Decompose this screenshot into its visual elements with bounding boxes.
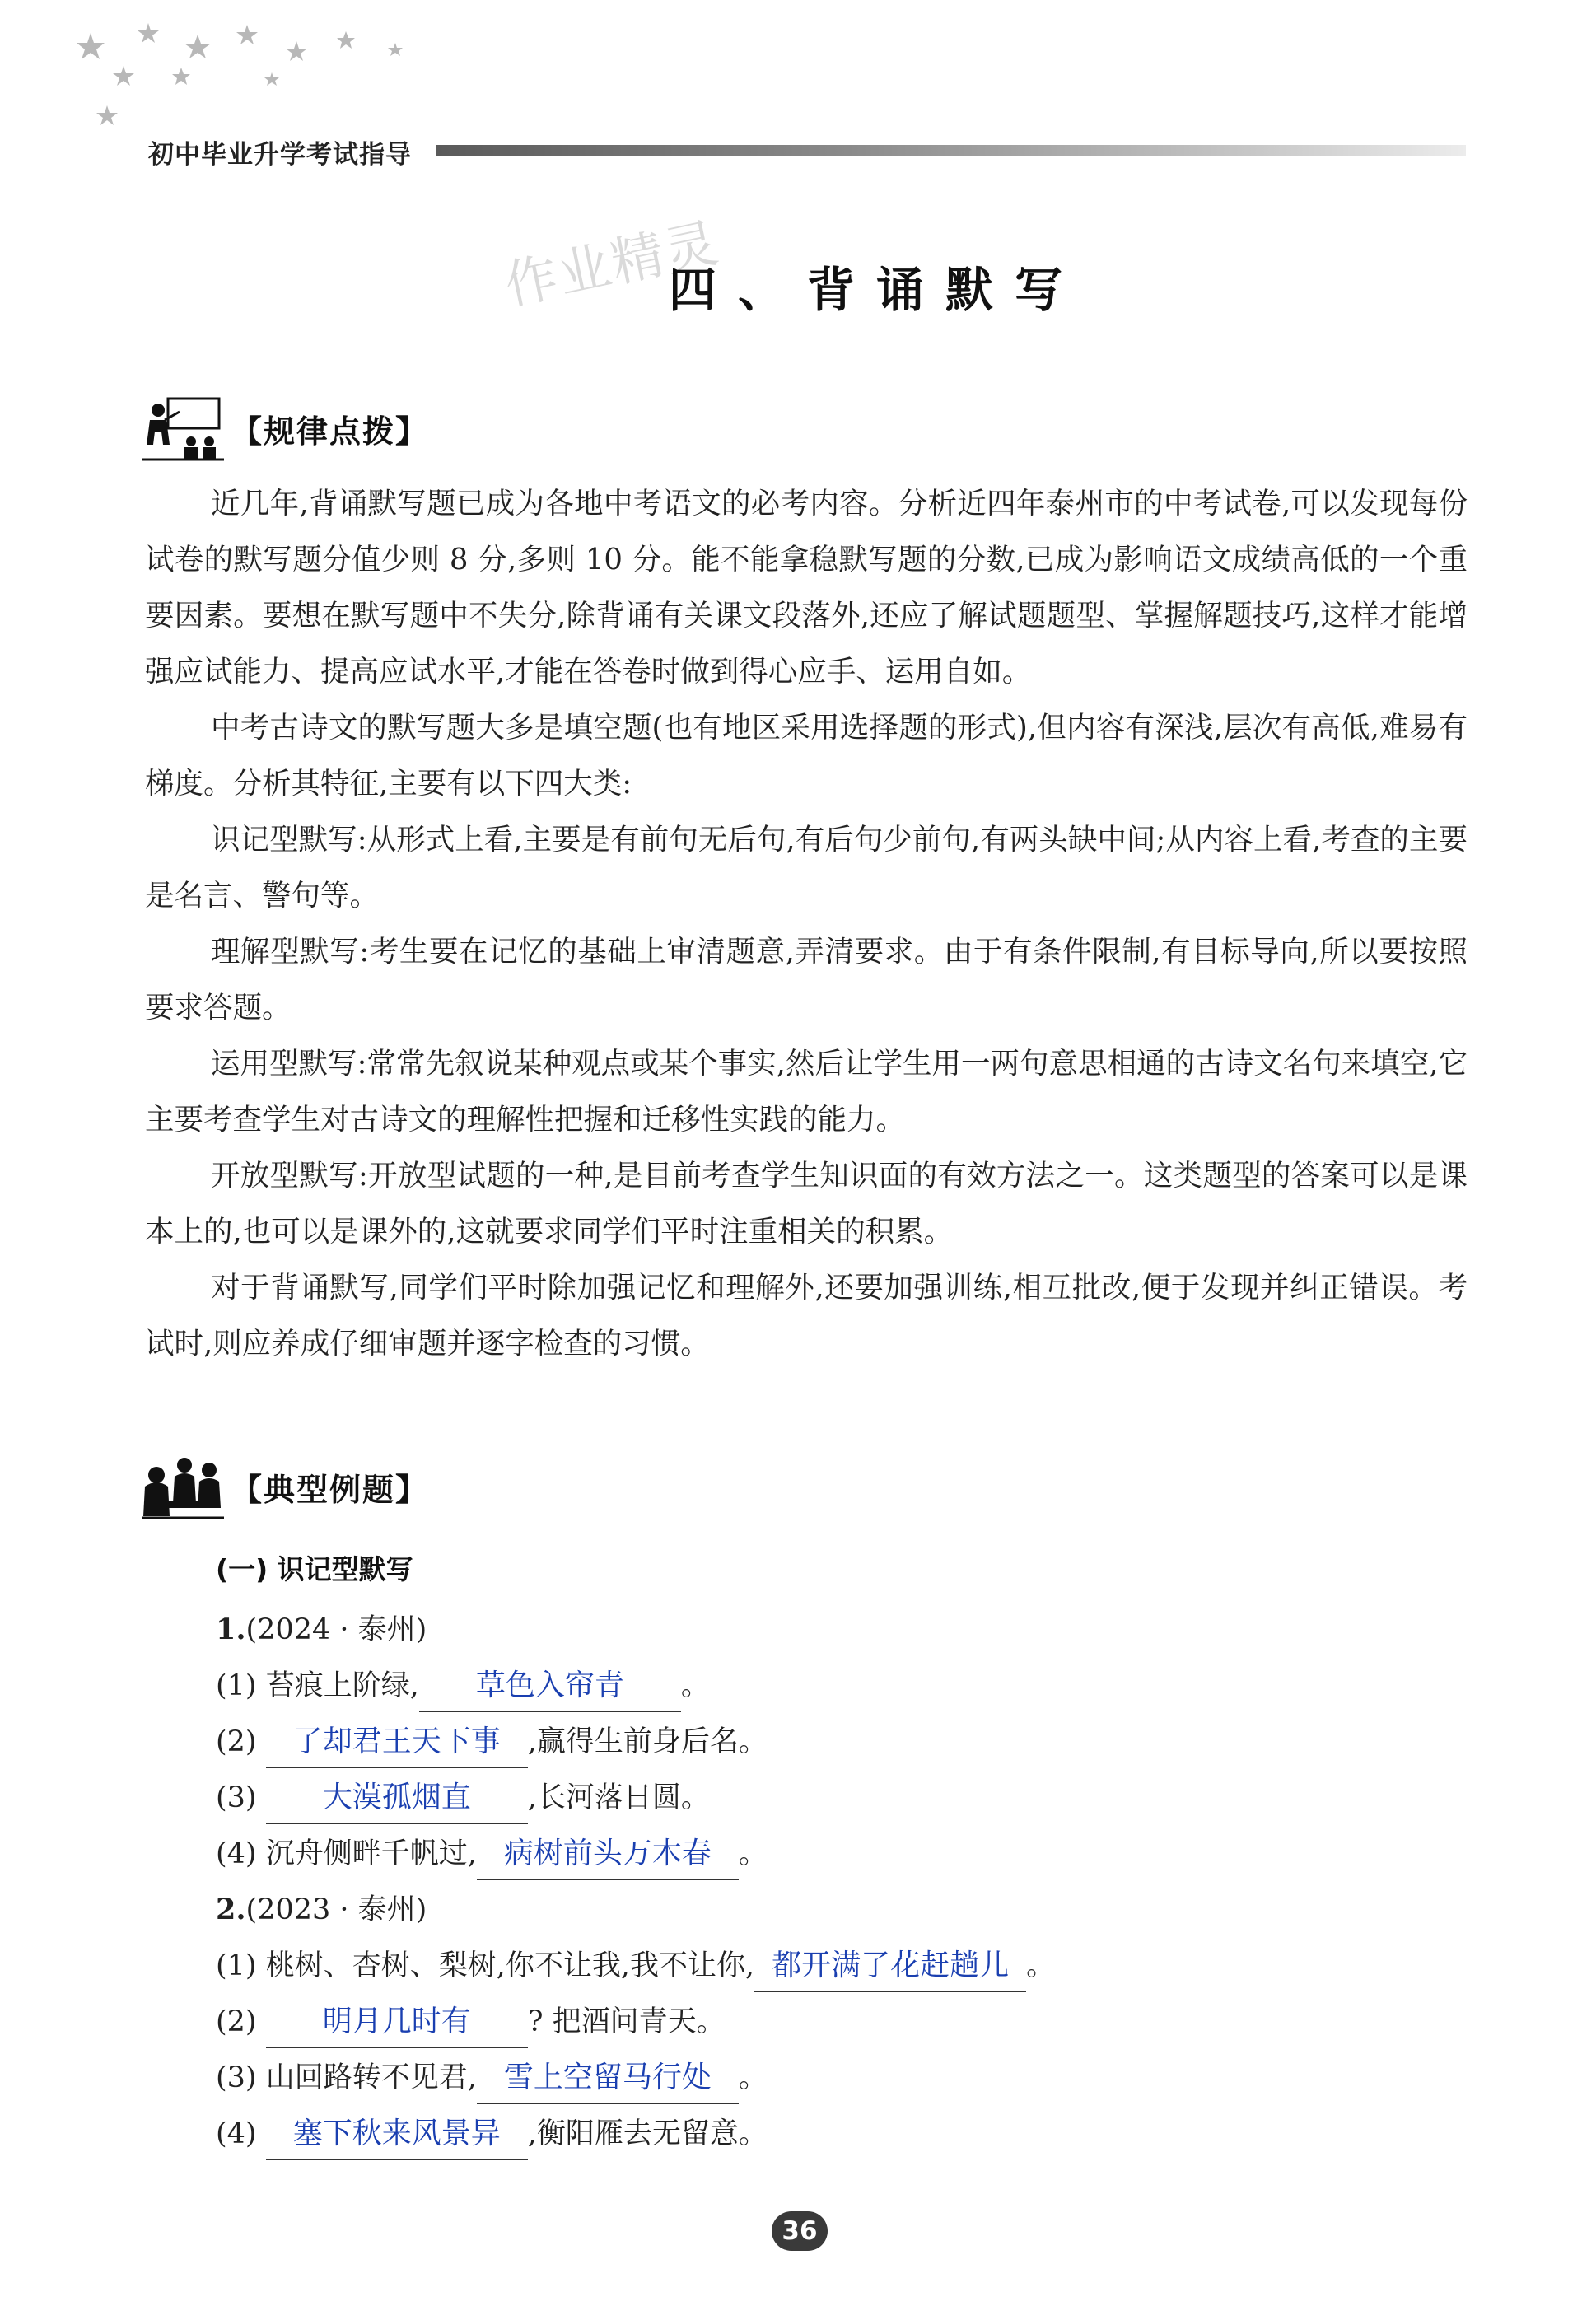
section-label-examples: 【典型例题】 [231, 1471, 429, 1508]
item-suffix: 。 [738, 1837, 768, 1870]
question-item [216, 2106, 1468, 2162]
item-prefix: (1) 苔痕上阶绿, [216, 1669, 419, 1702]
star-icon [337, 31, 355, 49]
rules-body [145, 476, 1468, 1372]
question-list [216, 1602, 1468, 2162]
question-item [216, 1938, 1468, 1994]
star-icon [138, 23, 159, 43]
answer-blank: 都开满了花赶趟儿 [754, 1941, 1026, 1992]
item-suffix: ,长河落日圆。 [527, 1781, 710, 1814]
star-icon [286, 41, 307, 61]
star-icon [236, 25, 258, 44]
item-suffix: 。 [1026, 1949, 1056, 1982]
question-item [216, 1826, 1468, 1882]
header-rule [436, 145, 1466, 156]
question-item [216, 1714, 1468, 1770]
question-item [216, 2050, 1468, 2106]
star-icon [388, 43, 403, 56]
paragraph: 识记型默写:从形式上看,主要是有前句无后句,有后句少前句,有两头缺中间;从内容上看,考查的主要是名言、警句等。 [145, 823, 1468, 913]
answer-blank: 大漠孤烟直 [266, 1773, 528, 1824]
item-prefix: (3) [216, 1781, 266, 1814]
question-item [216, 1658, 1468, 1714]
item-prefix: (1) 桃树、杏树、梨树,你不让我,我不让你, [216, 1949, 755, 1982]
question-item [216, 1994, 1468, 2050]
question-source: (2023 · 泰州) [245, 1893, 427, 1926]
question-header [216, 1882, 1468, 1938]
item-suffix: ,衡阳雁去无留意。 [527, 2117, 768, 2150]
item-prefix: (3) 山回路转不见君, [216, 2061, 477, 2094]
question-source: (2024 · 泰州) [245, 1613, 427, 1646]
paragraph: 开放型默写:开放型试题的一种,是目前考查学生知识面的有效方法之一。这类题型的答案可以是课本上的,也可以是课外的,这就要求同学们平时注重相关的积累。 [145, 1159, 1468, 1249]
section-label-rules: 【规律点拨】 [231, 413, 429, 450]
watermark: 作业精灵 [499, 212, 726, 318]
item-prefix: (2) [216, 1725, 266, 1758]
item-suffix: 。 [738, 2061, 768, 2094]
answer-blank: 明月几时有 [266, 1997, 528, 2048]
question-header [216, 1602, 1468, 1658]
answer-blank: 草色入帘青 [419, 1661, 681, 1712]
question-item [216, 1770, 1468, 1826]
star-icon [172, 68, 190, 85]
item-suffix: ? 把酒问青天。 [527, 2005, 726, 2038]
paragraph: 运用型默写:常常先叙说某种观点或某个事实,然后让学生用一两句意思相通的古诗文名句来填空,它主要考查学生对古诗文的理解性把握和迁移性实践的能力。 [145, 1047, 1468, 1137]
question-number: 1. [216, 1613, 246, 1646]
page-title [0, 251, 1596, 320]
section-header-rules [142, 395, 428, 461]
subsection-title: (一) 识记型默写 [216, 1553, 413, 1585]
question-number: 2. [216, 1893, 246, 1926]
star-icon [77, 33, 105, 59]
item-prefix: (4) 沉舟侧畔千帆过, [216, 1837, 477, 1870]
paragraph: 近几年,背诵默写题已成为各地中考语文的必考内容。分析近四年泰州市的中考试卷,可以发现每份试卷的默写题分值少则 8 分,多则 10 分。能不能拿稳默写题的分数,已成为影响语文成绩高低的一个重要因素。要想在默写题中不失分,除背诵有关课文段落外,还应了解试题题型、掌握解题技巧,这样才能增强应试能力、提高应试水平,才能在答卷时做到得心应手、运用自如。 [145, 487, 1468, 689]
section-header-examples [142, 1454, 428, 1519]
item-prefix: (4) [216, 2117, 266, 2150]
page-title-text: 四、背诵默写 [668, 262, 1084, 318]
paragraph: 中考古诗文的默写题大多是填空题(也有地区采用选择题的形式),但内容有深浅,层次有高低,难易有梯度。分析其特征,主要有以下四大类: [145, 711, 1468, 801]
answer-blank: 塞下秋来风景异 [266, 2109, 528, 2160]
item-prefix: (2) [216, 2005, 266, 2038]
star-icon [113, 66, 134, 86]
answer-blank: 病树前头万木春 [477, 1829, 739, 1880]
decorative-stars [58, 16, 453, 148]
students-discussing-icon [142, 1454, 224, 1519]
answer-blank: 雪上空留马行处 [477, 2053, 739, 2104]
item-suffix: 。 [680, 1669, 710, 1702]
paragraph: 理解型默写:考生要在记忆的基础上审清题意,弄清要求。由于有条件限制,有目标导向,所以要按照要求答题。 [145, 935, 1468, 1025]
header-title: 初中毕业升学考试指导 [148, 140, 412, 170]
page-number: 36 [772, 2211, 828, 2251]
star-icon [96, 105, 118, 125]
answer-blank: 了却君王天下事 [266, 1717, 528, 1768]
paragraph: 对于背诵默写,同学们平时除加强记忆和理解外,还要加强训练,相互批改,便于发现并纠正错误。考试时,则应养成仔细审题并逐字检查的习惯。 [145, 1271, 1468, 1361]
star-icon [264, 72, 279, 86]
teacher-presenting-icon [142, 395, 224, 461]
star-icon [184, 35, 211, 58]
item-suffix: ,赢得生前身后名。 [527, 1725, 768, 1758]
